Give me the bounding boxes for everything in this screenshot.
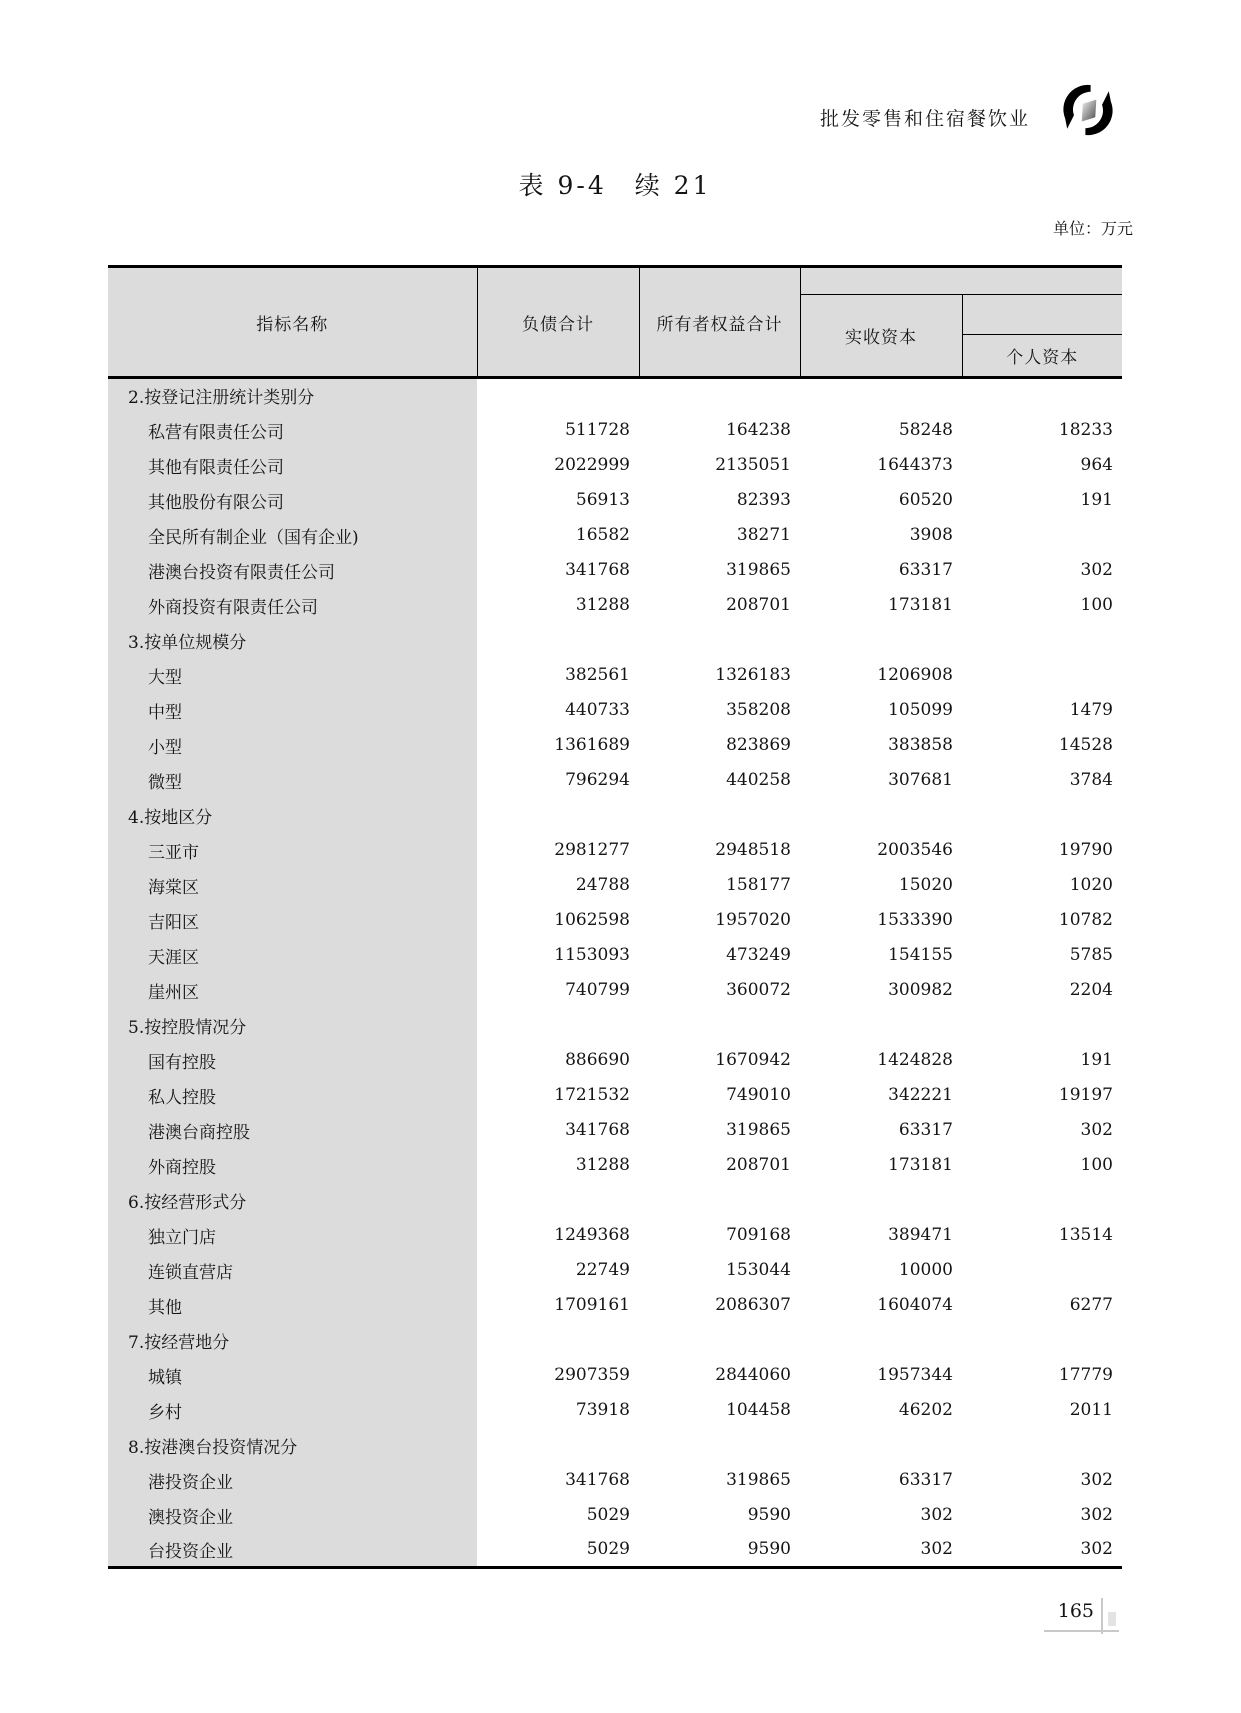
value-cell: 2011 [1069,1400,1113,1420]
col-header-liabilities: 负债合计 [477,267,639,378]
col-header-indicator: 指标名称 [108,267,477,378]
value-cell: 60520 [898,490,953,510]
footer-horizontal-rule [1044,1630,1119,1632]
value-cell: 1153093 [554,945,630,965]
table-row [108,1218,1122,1253]
value-cell: 1670942 [715,1050,791,1070]
value-cell: 1604074 [877,1295,953,1315]
section-label: 3.按单位规模分 [108,623,477,658]
col-header-empty [962,295,1122,335]
value-cell [477,1183,639,1218]
value-cell: 82393 [736,490,791,510]
value-cell [477,1008,639,1043]
table-row [108,1393,1122,1428]
indicator-label: 澳投资企业 [108,1498,477,1533]
table-row [108,1148,1122,1183]
table-row [108,1463,1122,1498]
indicator-label: 天涯区 [108,938,477,973]
table-row [108,903,1122,938]
value-cell: 302 [1080,560,1113,580]
value-cell: 208701 [726,1155,791,1175]
value-cell: 1957020 [715,910,791,930]
value-cell: 105099 [888,700,953,720]
value-cell: 2135051 [715,455,791,475]
section-label: 5.按控股情况分 [108,1008,477,1043]
value-cell: 17779 [1058,1365,1113,1385]
value-cell: 823869 [726,735,791,755]
value-cell: 1326183 [715,665,791,685]
footer-vertical-rule [1101,1598,1103,1634]
indicator-label: 微型 [108,763,477,798]
value-cell: 1206908 [877,665,953,685]
table-row [108,588,1122,623]
table-title: 表 9-4 续 21 [518,171,712,200]
value-cell [477,378,639,413]
value-cell: 9590 [747,1505,791,1525]
value-cell [800,798,962,833]
indicator-label: 台投资企业 [108,1533,477,1568]
value-cell: 5029 [586,1505,630,1525]
table-row [108,378,1122,413]
value-cell [800,623,962,658]
value-cell: 1424828 [877,1050,953,1070]
table-row [108,518,1122,553]
table-row [108,1323,1122,1358]
value-cell: 1062598 [554,910,630,930]
value-cell [639,1008,800,1043]
value-cell: 10000 [898,1260,953,1280]
table-header [108,267,1122,378]
value-cell: 1644373 [877,455,953,475]
value-cell: 709168 [726,1225,791,1245]
value-cell: 302 [1080,1120,1113,1140]
table-row [108,1358,1122,1393]
indicator-label: 中型 [108,693,477,728]
value-cell: 18233 [1058,420,1113,440]
table-row [108,938,1122,973]
value-cell: 1957344 [877,1365,953,1385]
value-cell: 796294 [565,770,630,790]
table-row [108,1008,1122,1043]
value-cell: 341768 [565,1120,630,1140]
value-cell: 1721532 [554,1085,630,1105]
value-cell [962,378,1122,413]
value-cell: 2844060 [715,1365,791,1385]
value-cell: 1479 [1069,700,1113,720]
value-cell: 38271 [736,525,791,545]
indicator-label: 其他有限责任公司 [108,448,477,483]
value-cell: 300982 [888,980,953,1000]
value-cell: 16582 [575,525,630,545]
value-cell: 2204 [1069,980,1113,1000]
table-row [108,448,1122,483]
value-cell: 319865 [726,1470,791,1490]
value-cell: 14528 [1058,735,1113,755]
table-row [108,413,1122,448]
value-cell: 440733 [565,700,630,720]
value-cell: 2948518 [715,840,791,860]
value-cell: 886690 [565,1050,630,1070]
value-cell: 341768 [565,1470,630,1490]
value-cell: 341768 [565,560,630,580]
value-cell [800,1323,962,1358]
value-cell [477,623,639,658]
value-cell: 24788 [575,875,630,895]
value-cell: 63317 [898,1470,953,1490]
value-cell: 2086307 [715,1295,791,1315]
value-cell: 302 [1080,1505,1113,1525]
value-cell: 56913 [575,490,630,510]
value-cell: 307681 [888,770,953,790]
publication-logo-icon [1062,82,1114,138]
table-row [108,728,1122,763]
section-label: 4.按地区分 [108,798,477,833]
table-row [108,483,1122,518]
value-cell [962,798,1122,833]
value-cell: 5029 [586,1539,630,1560]
table-row [108,1183,1122,1218]
indicator-label: 港澳台投资有限责任公司 [108,553,477,588]
value-cell [477,1428,639,1463]
value-cell: 5785 [1069,945,1113,965]
value-cell: 46202 [898,1400,953,1420]
indicator-label: 港投资企业 [108,1463,477,1498]
table-row [108,763,1122,798]
indicator-label: 吉阳区 [108,903,477,938]
indicator-label: 乡村 [108,1393,477,1428]
value-cell: 10782 [1058,910,1113,930]
indicator-label: 外商投资有限责任公司 [108,588,477,623]
value-cell: 63317 [898,560,953,580]
value-cell: 1249368 [554,1225,630,1245]
value-cell: 302 [1080,1470,1113,1490]
value-cell [639,378,800,413]
indicator-label: 私人控股 [108,1078,477,1113]
value-cell: 382561 [565,665,630,685]
section-label: 6.按经营形式分 [108,1183,477,1218]
table-row [108,833,1122,868]
value-cell: 360072 [726,980,791,1000]
value-cell: 319865 [726,560,791,580]
indicator-label: 独立门店 [108,1218,477,1253]
indicator-label: 港澳台商控股 [108,1113,477,1148]
col-group-header [800,267,1122,295]
value-cell [962,518,1122,553]
table-row [108,1113,1122,1148]
value-cell [962,1323,1122,1358]
value-cell: 511728 [565,420,630,440]
value-cell: 2022999 [554,455,630,475]
value-cell [962,658,1122,693]
value-cell: 19197 [1058,1085,1113,1105]
value-cell [962,623,1122,658]
value-cell: 208701 [726,595,791,615]
value-cell [962,1008,1122,1043]
indicator-label: 海棠区 [108,868,477,903]
value-cell: 749010 [726,1085,791,1105]
col-header-owners-equity: 所有者权益合计 [639,267,800,378]
value-cell: 358208 [726,700,791,720]
section-label: 2.按登记注册统计类别分 [108,378,477,413]
indicator-label: 全民所有制企业（国有企业) [108,518,477,553]
value-cell [962,1428,1122,1463]
chapter-header: 批发零售和住宿餐饮业 [819,108,1030,130]
value-cell: 740799 [565,980,630,1000]
table-row [108,973,1122,1008]
table-row [108,798,1122,833]
value-cell: 104458 [726,1400,791,1420]
table-row [108,693,1122,728]
value-cell: 63317 [898,1120,953,1140]
table-row [108,1428,1122,1463]
statistics-table [108,265,1122,1569]
value-cell: 3784 [1069,770,1113,790]
value-cell: 1709161 [554,1295,630,1315]
value-cell: 319865 [726,1120,791,1140]
table-row [108,1533,1122,1568]
table-row [108,1288,1122,1323]
value-cell [962,1253,1122,1288]
indicator-label: 连锁直营店 [108,1253,477,1288]
indicator-label: 其他股份有限公司 [108,483,477,518]
unit-label: 单位：万元 [1052,219,1133,238]
table-row [108,553,1122,588]
value-cell: 302 [1080,1539,1113,1560]
indicator-label: 其他 [108,1288,477,1323]
value-cell: 100 [1080,1155,1113,1175]
value-cell: 342221 [888,1085,953,1105]
table-row [108,1043,1122,1078]
col-header-personal-capital: 个人资本 [962,335,1122,378]
value-cell [639,1323,800,1358]
value-cell: 302 [920,1505,953,1525]
value-cell: 1020 [1069,875,1113,895]
value-cell [800,1183,962,1218]
value-cell: 2003546 [877,840,953,860]
value-cell: 2907359 [554,1365,630,1385]
value-cell: 153044 [726,1260,791,1280]
value-cell: 15020 [898,875,953,895]
value-cell: 13514 [1058,1225,1113,1245]
table-row [108,623,1122,658]
value-cell: 1533390 [877,910,953,930]
value-cell [477,1323,639,1358]
value-cell [800,1428,962,1463]
table-row [108,1253,1122,1288]
value-cell [477,798,639,833]
value-cell: 3908 [909,525,953,545]
value-cell: 100 [1080,595,1113,615]
table-row [108,868,1122,903]
footer-binding-mark [1108,1612,1116,1626]
value-cell: 389471 [888,1225,953,1245]
value-cell [800,378,962,413]
value-cell [639,1428,800,1463]
section-label: 7.按经营地分 [108,1323,477,1358]
indicator-label: 大型 [108,658,477,693]
value-cell: 473249 [726,945,791,965]
indicator-label: 三亚市 [108,833,477,868]
value-cell: 1361689 [554,735,630,755]
value-cell: 19790 [1058,840,1113,860]
value-cell: 22749 [575,1260,630,1280]
value-cell: 173181 [888,1155,953,1175]
value-cell [800,1008,962,1043]
value-cell: 164238 [726,420,791,440]
value-cell: 383858 [888,735,953,755]
value-cell: 302 [920,1539,953,1560]
value-cell [639,1183,800,1218]
indicator-label: 城镇 [108,1358,477,1393]
value-cell: 158177 [726,875,791,895]
value-cell: 31288 [575,595,630,615]
page-number: 165 [1057,1600,1094,1622]
table-body [108,378,1122,1568]
value-cell: 6277 [1069,1295,1113,1315]
section-label: 8.按港澳台投资情况分 [108,1428,477,1463]
value-cell [639,798,800,833]
indicator-label: 外商控股 [108,1148,477,1183]
table-row [108,1078,1122,1113]
value-cell: 964 [1080,455,1113,475]
value-cell [962,1183,1122,1218]
value-cell: 191 [1080,490,1113,510]
indicator-label: 崖州区 [108,973,477,1008]
indicator-label: 私营有限责任公司 [108,413,477,448]
value-cell: 154155 [888,945,953,965]
value-cell: 440258 [726,770,791,790]
value-cell: 191 [1080,1050,1113,1070]
value-cell: 73918 [575,1400,630,1420]
table-row [108,658,1122,693]
value-cell: 2981277 [554,840,630,860]
table-row [108,1498,1122,1533]
value-cell: 9590 [747,1539,791,1560]
indicator-label: 国有控股 [108,1043,477,1078]
value-cell: 173181 [888,595,953,615]
indicator-label: 小型 [108,728,477,763]
col-header-paid-in-capital: 实收资本 [800,295,962,378]
value-cell [639,623,800,658]
value-cell: 58248 [898,420,953,440]
value-cell: 31288 [575,1155,630,1175]
